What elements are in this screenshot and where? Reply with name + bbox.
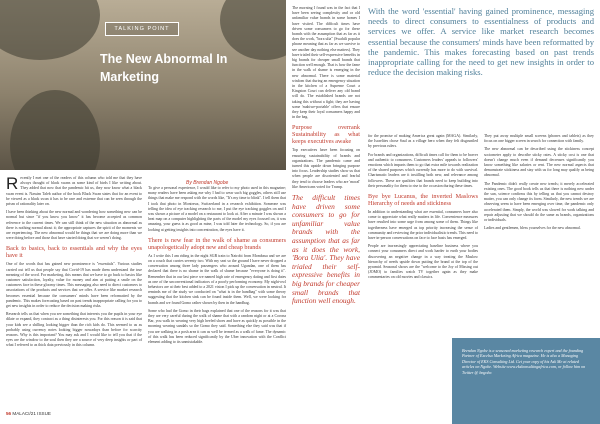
paragraph: As I write this I am riding in the night SGR train to Nairobi from Mombasa and we are on a couch that carries seventy two. With my seat so the ground I have never dropped a conversation among three lady passengers who around Ugandan, one of them has declared that there is no shame in the walk of shame because "everyone is doing it". Remember that in our last piece we named high rate of emergency dating and first dates as one of the unconventional indicators of a poorly performing economy. My night-owl behaviors are at their best added to a 2021 vision I pick up the conversation in neutral. It reminds me of the study we conducted on "what is in the handbag" with some theory suggesting that the kitchen sink can be found inside them. Well, we were looking for brands and we found Gomo rather shown by then in the handbag.	[148, 253, 286, 305]
paragraph: People are increasingly appreciating baseline business where you connect your consumers direct and work harder to earth your bodies discovering an negative change in a way treating the Maslow hierarchy of needs upside down putting the brand at the top of the pyramid. Seasonal shows are the "welcome to the Joy of Missing out (JOMO) to families watch TV together again as they make commentaries on old movies and classics.	[368, 244, 478, 280]
paragraph: The Pandemic didn't really create new trends; it merely accelerated existing ones. The good book tells us that there is nothing new under the sun, science confirms this by telling us that you cannot destroy matter, you can only change its form. Similarly, the new trends we are observing seem to have been emerging over time, the pandemic only accelerated them. Simply, the world was slowed for work talking and repair adjusting that we should do the same as brands, organizations or individuals.	[484, 181, 594, 223]
paragraph: The new abnormal can be described using the stickiness concept sociometer apply to describe sticky rates. A sticky cost is one that doesn't change much even if demand decreases significantly you know something like salaries or rent. The new normal aspects that demonstrate stickiness and stay with us for long may qualify as being abnormal.	[484, 147, 594, 178]
page-number: 56	[6, 411, 12, 416]
paragraph: Top executives have been focusing on ensuring sustainability of brands and organizations. The pandemic came and turned this upside down bringing purpose into focus. Leadership studies show us that when people are disoriented and fearful they tend to choose leaders who are 'moral' like Americans voted for Trump.	[292, 148, 360, 189]
foliage-shape	[0, 0, 100, 60]
paragraph: For brands and organizations, difficult times call for them to be braver and authentic to consumers. Customers leaders' appeals to followers' emotions which imparts them to go that extra mile towards realization of the shared purposes which currently has more to do with survival. Charismatic leaders are it instilling both new, and relevance among followers. These are qualities that brands need to keep building into their personality for them to rise to the occasion during these times.	[368, 152, 478, 188]
subheading: There is new fear in the walk of shame as consumers unapologetically adopt new and cheap brands	[148, 236, 286, 251]
article-title: The New Abnormal In Marketing	[100, 52, 228, 84]
paragraph: They put away multiple small screens (phones and tablets) as they focus on one bigger screen in search for connection with family.	[484, 134, 594, 144]
page-footer	[6, 411, 51, 416]
section-badge: TALKING POINT	[105, 22, 179, 36]
lead-quote-block	[368, 6, 594, 82]
foliage-shape	[10, 90, 100, 170]
byline: By Brendan Ngobe	[186, 180, 229, 186]
author-bio-box	[452, 338, 600, 424]
paragraph: In addition to understanding what are essential, consumers have also come to appreciate what really matters in life. Convenience measures have resulted into some urge from among some of them. Things like togetherness have emerged as top priority increasing the sense of community and reviewing the prior individualistic trends. This need to have in-person conversations on face to face basis has emerged.	[368, 210, 478, 241]
lead-quote: With the word 'essential' having gained prominence, messaging needs to direct consumers to essentialness of products and services we offer. A service like market research becomes essential because the consumers' minds have been reformatted by the pandemic. This makes forecasting based on past trends inappropriate calling for the need to get new insights in order to reduce the decision making risks.	[368, 6, 594, 78]
pull-quote: The difficult times have driven some consumers to go for unfamiliar value brands with the assumption that as far as it does the work, 'Bora Ulia'. They have trialed their self-expressive benefits in big brands for cheaper small brands that function well enough.	[292, 193, 360, 306]
paragraph: Some who had the Gomo in their bags explained that one of the reasons for it was that they are very careful during the walk of shame that with a random night or at a Corona Bar, you walk in wearing very high heeled shoes and have as quickly as possible in the morning wearing sandals so the Gomo they said. Something else they said was that if you are walking in a posh area it can as well be termed as a walk of fame. The dynamic of this walk has been reduced significantly by the Uber innovation with the Conflict element adding to its unmistakable.	[148, 308, 286, 345]
paragraph: for the promise of making America great again (MAGA). Similarly, the Israelites chose Saul as a village hero when they felt disgruntled by previous rulers.	[368, 134, 478, 149]
paragraph: Research tells us that when you see something that interests you the pupils in your eye dilate or expand, they contract as a thing disinterests you. For this reason it is said that your kids see a shilling looking bigger than the rich kids do. This seemed to us as probably using currency notes looking bigger nowadays than before for scarcity reasons. Why is this important? You may ask and I would like to tell you that if the eyes are the window to the soul then they are a source of very deep insights or part of what I referred to as thick data previously in this column.	[6, 312, 142, 348]
column-5	[484, 134, 594, 334]
paragraph: Ladies and gentlemen, bless yourselves for the new abnormal.	[484, 226, 581, 231]
paragraph: I have been thinking about the new normal and wondering how something new can be normal but since "if you know you know" it has become accepted as common reference to the current times. We can still think of the new situation as abnormal as there is nothing normal about it; the appropriate captures the spirit of the moments we are experiencing. The new abnormal would be things that we are doing more than we were doing before and those that have started doing that we weren't doing.	[6, 210, 142, 241]
paragraph: To give a personal experience, I would like to refer to my photo used in this magazine; many readers have been asking me why I had to wear such big goggles, others still use things that make me respond with the words like, "It's my time to blink". I tell them that I took that photo in Montreux, Switzerland in a research exhibition. Someone was telling the idea of eye tracking research to me, I put the eye tracking goggles on and I was shown a picture of a model on a restaurant to look at. After a minute I was shown a heat map on a computer highlighting the parts of the model my eyes focused on, it was amazing, your guess is as good as mine, I was told later the technology. So, if you are looking at getting insights into concentration, the eyes have it.	[148, 186, 286, 232]
author-bio-text: Brendan Ngobe is a seasoned marketing research expert and the founding Partner of Excelsa Marketing Africa magazine. He is also a Managing Director of EKS Consulting Ltd. Get your copy of his Ask Me at related articles on Ngobe. Website:www.ekskonsultingafrica.com, or follow him on Twitter @ bngobe.	[462, 348, 586, 375]
drop-cap: R	[6, 174, 19, 193]
column-1	[6, 176, 142, 352]
hero-image	[0, 0, 286, 170]
column-3	[292, 6, 360, 416]
subheading: Back to basics, back to essentials and why the eyes have it	[6, 245, 142, 260]
subheading: Bye bye Lucanus, the inverted Maslows Hierarchy of needs and stickiness	[368, 193, 478, 208]
intro-paragraph: Recently I met one of the readers of this column who told me that they have always thought of black swans as some kind of birds I like writing about. They added that now that the pandemic hit us, they now know what a black swan event is. Nassim Taleb author of the book Black Swan states that for an event to be viewed as a black swan it has to be rare and extreme that can be seen through the prism of rationality later on.	[6, 174, 142, 207]
subheading: Purpose overrank Sustainability as what keeps executives awake	[292, 124, 360, 146]
column-2	[148, 186, 286, 348]
paragraph: The morning I found was in the fact that I have been seeing complexity and or old unfamiliar value brands in some homes I have visited. The difficult times have driven some consumers to go for these brands with the assumption that as far as it does the work, "bora ulia" (Swahili popular phrase meaning that as far as we survive to see another day nothing else matters). They have trialed their self-expressive benefits in big brands for cheaper small brands that function well enough. That is how the fame in the walk of shame is emerging in the new abnormal. There is some material wisdom that during an emergency situation in the kitchen of a Supreme Court a Kingston Court can deliver any old brand will do. The established brands are not taking this without a fight; they are having some 'mahiwe-portable' offers that ensure they keep their loyal consumers happy and in the bag.	[292, 6, 360, 120]
paragraph: One of the words that has gained new prominence is "essentials". Various studies carried out tell us that people say that Covid-19 has made them understand the true meaning of the word. For marketing, this means that we have to go back to basics like customer satisfaction, loyalty, value for money and aim at putting a smile on the customers face in these gloomy times. This messaging also need to direct customers to associations of the products and services that we offer. A service like market research becomes essential because the consumers' minds have been reformatted by the pandemic. This makes forecasting based on past trends inappropriate calling for you to get new insights in order to reduce the decision making risks.	[6, 262, 142, 309]
magazine-issue: MALACI/21 ISSUE	[12, 411, 51, 416]
